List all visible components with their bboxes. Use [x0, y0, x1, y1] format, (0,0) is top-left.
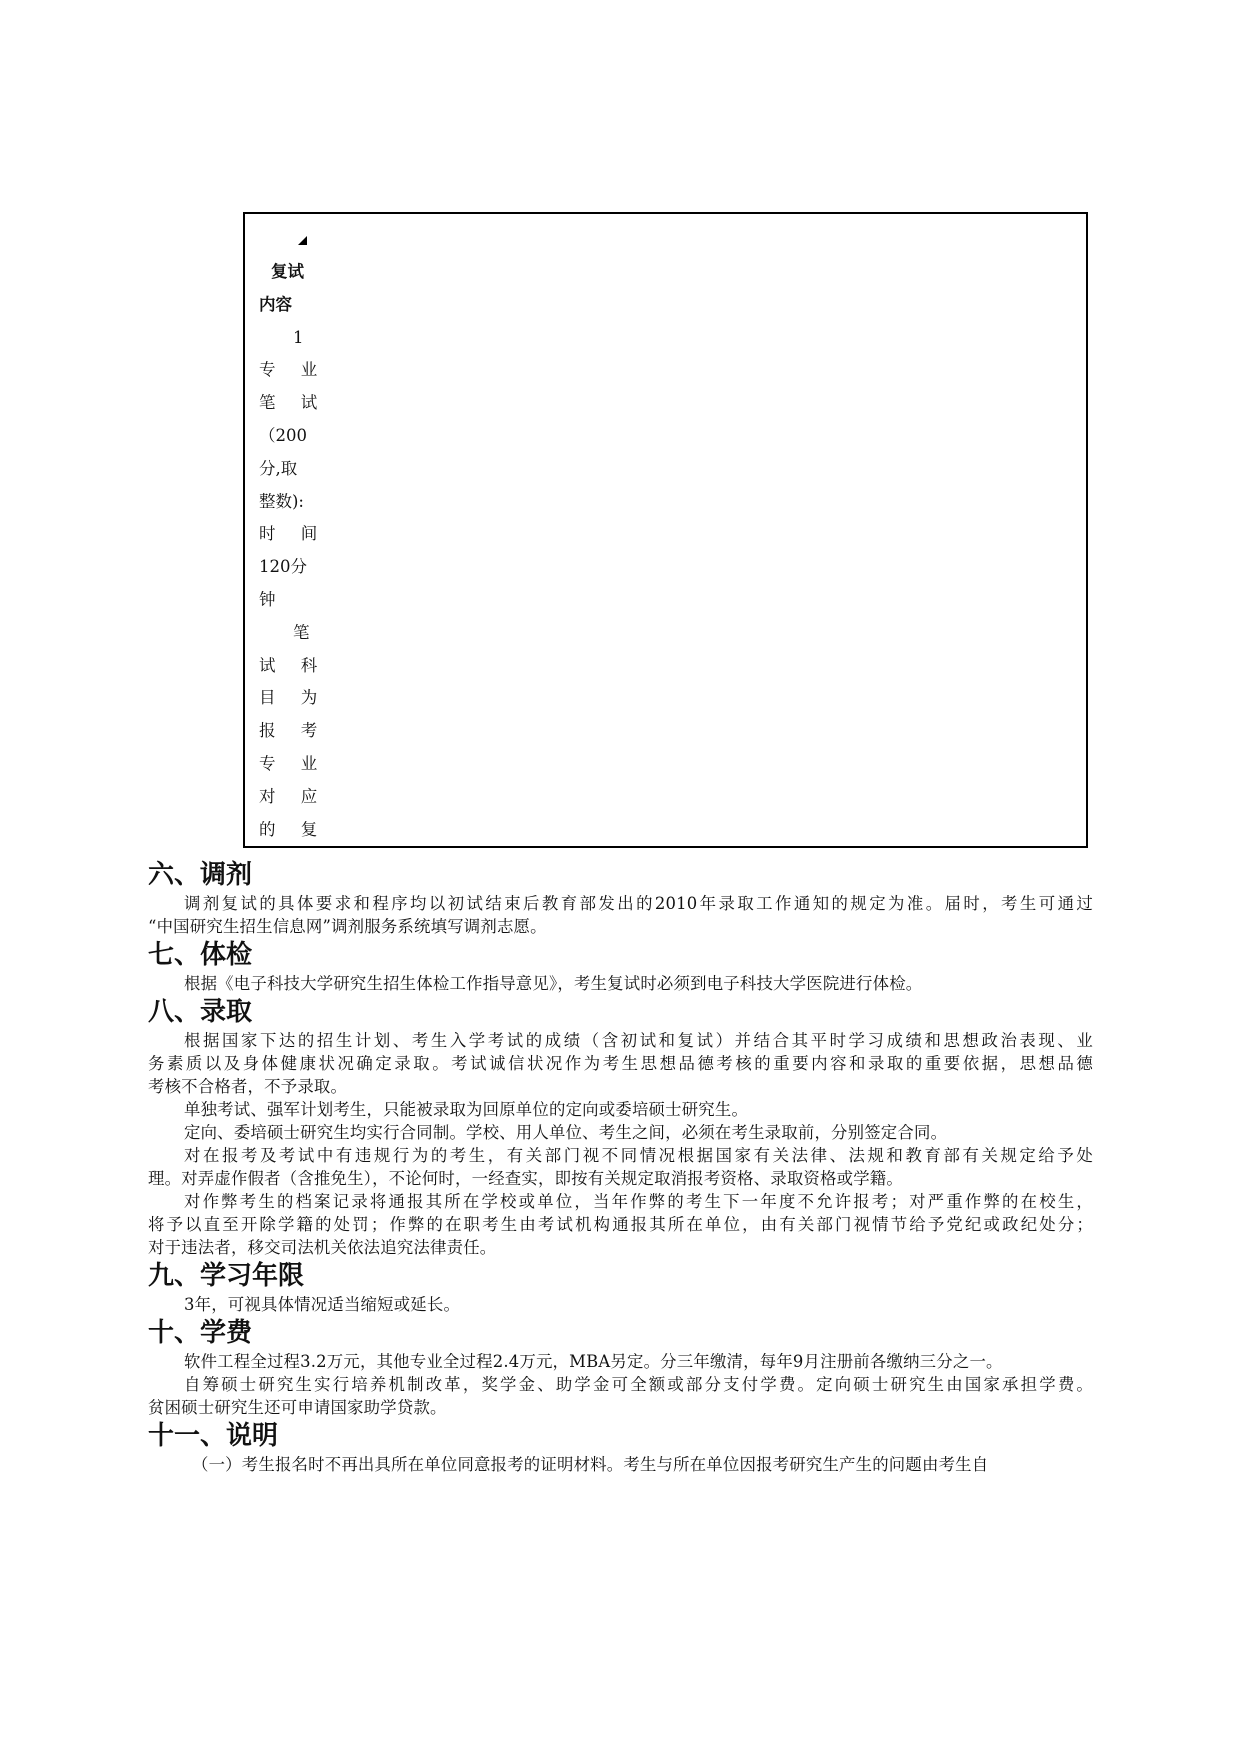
paragraph-line: 3年，可视具体情况适当缩短或延长。 — [184, 1295, 461, 1314]
paragraph — [148, 1029, 1093, 1098]
column-line: 目 为 — [259, 688, 328, 708]
paragraph — [148, 1453, 1093, 1476]
paragraph — [148, 892, 1093, 938]
section-heading-adjustment: 六、调剂 — [148, 860, 253, 890]
paragraph-line: 自筹硕士研究生实行培养机制改革，奖学金、助学金可全额或部分支付学费。定向硕士研究生由国家承担学费。 — [184, 1375, 1093, 1394]
paragraph-line: 务素质以及身体健康状况确定录取。考试诚信状况作为考生思想品德考核的重要内容和录取的重要依据，思想品德 — [148, 1054, 1093, 1073]
paragraph-line: 根据国家下达的招生计划、考生入学考试的成绩（含初试和复试）并结合其平时学习成绩和思想政治表现、业 — [184, 1031, 1093, 1050]
document-body — [148, 858, 1093, 1476]
paragraph — [148, 1144, 1093, 1190]
paragraph — [148, 1350, 1093, 1373]
column-line: （200 — [259, 425, 307, 445]
section-heading-physical-exam: 七、体检 — [148, 940, 253, 970]
paragraph — [148, 972, 1093, 995]
paragraph — [148, 1373, 1093, 1419]
paragraph — [148, 1121, 1093, 1144]
column-line: 专 业 — [259, 360, 328, 380]
paragraph-line: 对在报考及考试中有违规行为的考生，有关部门视不同情况根据国家有关法律、法规和教育部有关规定给予处 — [184, 1146, 1093, 1165]
section-heading-study-duration: 九、学习年限 — [148, 1261, 305, 1291]
paragraph-line: 根据《电子科技大学研究生招生体检工作指导意见》，考生复试时必须到电子科技大学医院进行体检。 — [184, 974, 923, 993]
column-line: 对 应 — [259, 786, 328, 806]
section-heading-tuition: 十、学费 — [148, 1318, 253, 1348]
corner-marker-icon — [298, 236, 307, 245]
column-line: 笔 试 — [259, 393, 328, 413]
paragraph-line: “中国研究生招生信息网”调剂服务系统填写调剂志愿。 — [148, 917, 547, 936]
column-line: 1 — [293, 327, 304, 347]
column-line: 试 科 — [259, 655, 328, 675]
paragraph-line: 对于违法者，移交司法机关依法追究法律责任。 — [148, 1238, 497, 1257]
paragraph-line: 定向、委培硕士研究生均实行合同制。学校、用人单位、考生之间，必须在考生录取前，分别签定合同。 — [184, 1123, 948, 1142]
section-heading-notes: 十一、说明 — [148, 1421, 279, 1451]
paragraph-line: 贫困硕士研究生还可申请国家助学贷款。 — [148, 1398, 447, 1417]
paragraph-line: 理。对弄虚作假者（含推免生），不论何时，一经查实，即按有关规定取消报考资格、录取资格或学籍。 — [148, 1169, 903, 1188]
paragraph-line: 单独考试、强军计划考生，只能被录取为回原单位的定向或委培硕士研究生。 — [184, 1100, 749, 1119]
paragraph — [148, 1098, 1093, 1121]
paragraph-line: 调剂复试的具体要求和程序均以初试结束后教育部发出的2010年录取工作通知的规定为准。届时，考生可通过 — [184, 894, 1093, 913]
paragraph-line: 软件工程全过程3.2万元，其他专业全过程2.4万元，MBA另定。分三年缴清，每年9月注册前各缴纳三分之一。 — [184, 1352, 1003, 1371]
column-line: 复试 — [271, 262, 304, 281]
column-line: 120分 — [259, 557, 307, 577]
paragraph — [148, 1190, 1093, 1259]
paragraph-line: 考核不合格者，不予录取。 — [148, 1077, 348, 1096]
reexam-content-column — [259, 256, 328, 846]
column-line: 笔 — [293, 622, 310, 642]
column-line: 整数): — [259, 491, 304, 511]
column-line: 时 间 — [259, 524, 328, 544]
section-heading-admission: 八、录取 — [148, 997, 253, 1027]
column-line: 报 考 — [259, 721, 328, 741]
column-line: 专 业 — [259, 753, 328, 773]
paragraph — [148, 1293, 1093, 1316]
paragraph-line: 对作弊考生的档案记录将通报其所在学校或单位，当年作弊的考生下一年度不允许报考；对严重作弊的在校生， — [184, 1192, 1093, 1211]
column-line: 钟 — [259, 589, 276, 609]
paragraph-line: 将予以直至开除学籍的处罚；作弊的在职考生由考试机构通报其所在单位，由有关部门视情节给予党纪或政纪处分； — [148, 1215, 1093, 1234]
column-line: 内容 — [259, 294, 292, 314]
column-line: 的 复 — [259, 819, 328, 839]
column-line: 分,取 — [259, 458, 298, 478]
reexam-table-box — [243, 212, 1088, 848]
paragraph-line: （一）考生报名时不再出具所在单位同意报考的证明材料。考生与所在单位因报考研究生产生的问题由考生自 — [192, 1455, 989, 1474]
